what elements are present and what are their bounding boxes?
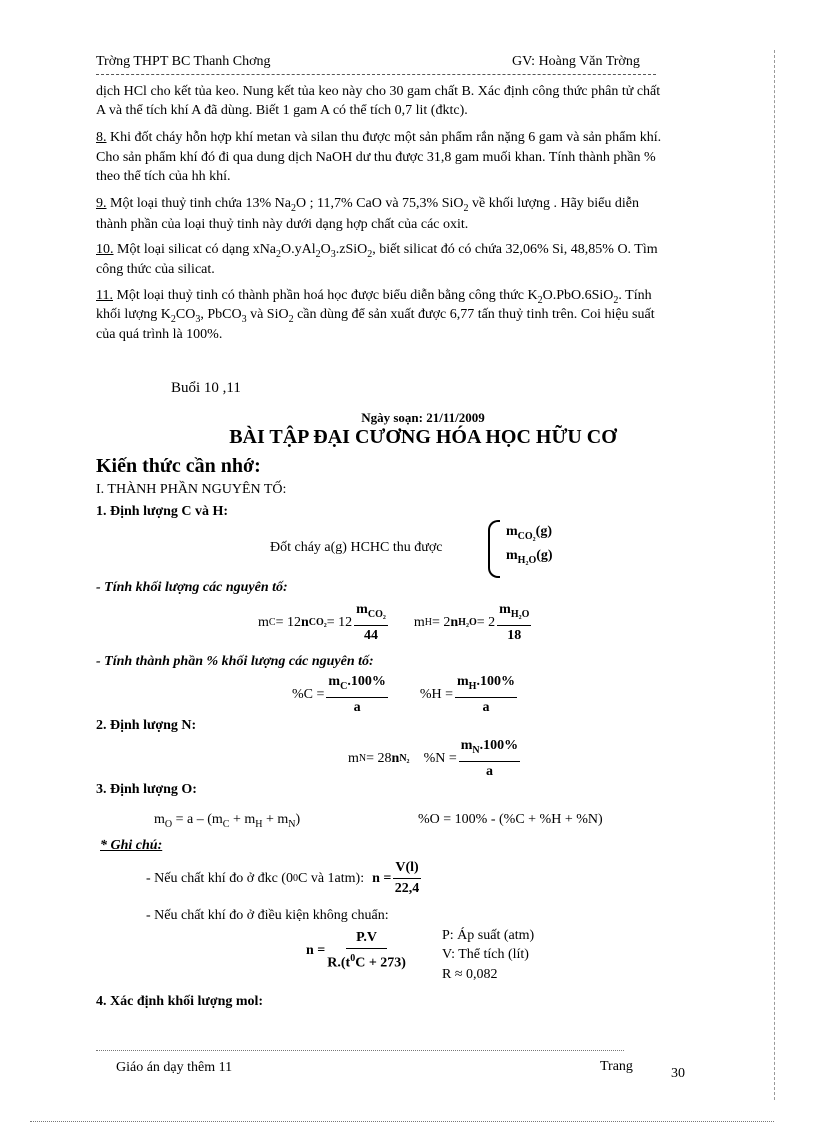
session-label: Buổi 10 ,11 <box>171 380 241 396</box>
problem-8-line1 <box>96 128 661 147</box>
note-line2: - Nếu chất khí đo ở điều kiện không chuẩn: <box>146 908 389 923</box>
mc-num: m <box>356 602 368 617</box>
pn-num: m <box>460 738 473 753</box>
pv-num: P.V <box>346 928 387 949</box>
mo-g: N <box>288 818 296 830</box>
header-divider <box>96 74 656 75</box>
nco2: n <box>300 615 309 631</box>
p9-b: O ; 11,7% CaO và 75,3% SiO <box>296 196 464 211</box>
percent-heading: - Tính thành phần % khối lượng các nguyên tố: <box>96 654 374 669</box>
burn-text: Đốt cháy a(g) HCHC thu được <box>270 540 443 555</box>
pc-num: m <box>328 674 341 689</box>
mc-lhs: m <box>258 615 269 631</box>
problem-10-number: 10. <box>96 242 114 257</box>
p9-c: về khối lượng . Hãy biểu diễn <box>468 196 639 211</box>
eq12: = 12 <box>326 615 353 631</box>
knowledge-heading: Kiến thức cần nhớ: <box>96 455 261 477</box>
p11-2b: CO <box>175 307 196 322</box>
p10-c: O <box>320 242 331 257</box>
mh2o-g: (g) <box>536 548 553 563</box>
pv-den-b: C + 273) <box>355 955 406 971</box>
pc-ph-formula <box>292 672 519 718</box>
mc-fraction <box>354 600 388 646</box>
p10-e: , biết silicat đó có chứa 32,06% Si, 48,85% O. Tìm <box>372 242 658 257</box>
p9-a: Một loại thuỷ tinh chứa 13% Na <box>106 196 292 211</box>
mh-sub: H <box>424 617 432 629</box>
eq2: = 2 <box>476 615 496 631</box>
mc-mh-formula <box>258 600 533 646</box>
pn-num-sub: N <box>472 744 480 756</box>
p7-line1: dịch HCl cho kết tủa keo. Nung kết tủa keo này cho 30 gam chất B. Xác định công thức phân tử chất <box>96 84 661 99</box>
mo-d: + m <box>229 812 256 827</box>
problem-10-line2: công thức của silicat. <box>96 262 215 277</box>
pc-lhs: %C = <box>292 687 325 703</box>
v-fraction <box>393 858 420 899</box>
ph-num-sub: H <box>468 680 477 692</box>
mc-sub: C <box>268 617 276 629</box>
pn-lhs: %N = <box>423 751 457 767</box>
legend-p: P: Áp suất (atm) <box>442 928 535 943</box>
problem-11-line3: của quá trình là 100%. <box>96 327 223 342</box>
pv-den-a: R.(t <box>327 955 351 971</box>
problem-11-line2: khối lượng $K_2CO_3$, PbCO$_3$ và SiO$_2$ cần dùng để sản xuất được 6,77 tấn thuỷ tinh trên. Coi hiệu suất <box>96 307 655 325</box>
mo-a: m <box>154 812 165 827</box>
p10-b: O.yAl <box>281 242 316 257</box>
p11-2c: , PbCO <box>200 307 242 322</box>
note-line1-sup: 0 <box>292 873 298 884</box>
lesson-title: BÀI TẬP ĐẠI CƯƠNG HÓA HỌC HỮU CƠ <box>229 426 617 448</box>
footer-right: Trang <box>600 1059 633 1074</box>
mh-num-sub: H₂O <box>510 608 530 620</box>
problem-11-line1: 11. Một loại thuỷ tinh có thành phần hoá học được biểu diễn bằng công thức $K_2O.PbO.6SiO_2$. Tính <box>96 288 652 306</box>
p10-d: .zSiO <box>335 242 368 257</box>
mh2o-sub: H₂O <box>517 554 537 566</box>
note-line1-b: C và 1atm): <box>297 871 365 886</box>
pn-num-rest: .100% <box>479 738 519 753</box>
mn-sub: N <box>358 753 367 765</box>
page-right-border <box>774 50 775 1100</box>
mco2-m: m <box>506 524 518 539</box>
n2-formula <box>306 928 408 974</box>
page-number: 30 <box>671 1066 685 1081</box>
mc-num-sub: CO₂ <box>367 608 386 620</box>
problem-9-line1: 9. Một loại thuỷ tinh chứa 13% $Na_2O$ ; 11,7% CaO và 75,3% SiO$_2$ về khối lượng . Hãy biểu diễn <box>96 196 639 214</box>
p11-2e: cần dùng để sản xuất được 6,77 tấn thuỷ tinh trên. Coi hiệu suất <box>293 307 655 322</box>
mh-eq: = 2 <box>431 615 451 631</box>
p11-2d: và SiO <box>246 307 289 322</box>
s2-heading: 2. Định lượng N: <box>96 718 197 733</box>
mh2o-label <box>506 548 553 566</box>
p10-a: Một loại silicat có dạng xNa <box>113 242 277 257</box>
p7-line2: A và thể tích khí A đã dùng. Biết 1 gam A có thể tích 0,7 lit (đktc). <box>96 103 468 118</box>
mass-heading: - Tính khối lượng các nguyên tố: <box>96 580 288 595</box>
mc-den: 44 <box>364 627 378 643</box>
ph-num: m <box>456 674 469 689</box>
s3-heading: 3. Định lượng O: <box>96 782 197 797</box>
page-bottom-border <box>30 1121 774 1122</box>
v-num: V(l) <box>393 858 420 879</box>
mn-eq: = 28 <box>366 751 392 767</box>
mn-lhs: m <box>348 751 359 767</box>
note-line1-a: - Nếu chất khí đo ở đkc (0 <box>146 871 293 886</box>
ph-den: a <box>482 699 490 715</box>
v-den: 22,4 <box>394 881 420 896</box>
p11-a: Một loại thuỷ tinh có thành phần hoá học được biểu diễn bằng công thức K <box>112 288 538 303</box>
mco2-label <box>506 524 552 542</box>
section-I-heading: I. THÀNH PHẦN NGUYÊN TỐ: <box>96 482 287 497</box>
pv-fraction <box>327 928 406 974</box>
problem-9-number: 9. <box>96 196 107 211</box>
s4-heading: 4. Xác định khối lượng mol: <box>96 994 264 1009</box>
footer-divider <box>96 1050 624 1051</box>
pn-fraction <box>459 736 520 782</box>
mh2o-m: m <box>506 548 518 563</box>
mh-lhs: m <box>413 615 425 631</box>
header-school: Trờng THPT BC Thanh Chơng <box>96 54 271 69</box>
note-line1 <box>146 858 423 899</box>
mo-e: H <box>255 818 263 830</box>
problem-8-line2: Cho sản phẩm khí đó đi qua dung dịch NaOH dư thu được 31,8 gam muối khan. Tính thành phần % <box>96 150 656 165</box>
mo-sub: O <box>164 818 173 830</box>
mo-h: ) <box>295 812 301 827</box>
po-formula: %O = 100% - (%C + %H + %N) <box>418 812 603 827</box>
mco2-g: (g) <box>535 524 552 539</box>
mo-formula <box>154 810 300 834</box>
ph-num-rest: .100% <box>476 674 515 689</box>
header-teacher: GV: Hoàng Văn Trờng <box>512 54 640 69</box>
mo-b: = a – (m <box>172 812 223 827</box>
pc-num-rest: .100% <box>347 674 386 689</box>
mo-f: + m <box>262 812 289 827</box>
problem-10-line1: 10. Một loại silicat có dạng $xNa_2O.yAl_2O_3.zSiO_2$, biết silicat đó có chứa 32,06% Si, 48,85% O. Tìm <box>96 242 658 260</box>
nh2o-sub: H₂O <box>458 617 477 629</box>
nn2: n <box>391 751 400 767</box>
ph-lhs: %H = <box>419 687 453 703</box>
mh-den: 18 <box>507 627 522 643</box>
p11-2a: khối lượng K <box>96 307 171 322</box>
mn-formula <box>348 736 522 782</box>
problem-8-line3: theo thể tích của hh khí. <box>96 169 231 184</box>
mo-c: C <box>222 818 230 830</box>
pv-den-sup: 0 <box>350 953 356 964</box>
mh-num: m <box>499 602 511 617</box>
problem-11-number: 11. <box>96 288 113 303</box>
n-eq: n = <box>372 871 392 886</box>
legend-v: V: Thể tích (lít) <box>442 947 529 962</box>
n2-eq: n = <box>306 943 326 959</box>
pc-fraction <box>326 672 387 718</box>
problem-8-text: Khi đốt cháy hỗn hợp khí metan và silan thu được một sản phẩm rắn nặng 6 gam và sản phẩm khí. <box>106 130 662 145</box>
problem-9-line2: thành phần của loại thuỷ tinh này dưới dạng hợp chất của các oxit. <box>96 217 469 232</box>
note-heading: * Ghi chú: <box>100 838 163 853</box>
footer-left: Giáo án dạy thêm 11 <box>116 1060 233 1075</box>
date-line: Ngày soạn: 21/11/2009 <box>361 410 485 425</box>
nn2-sub: N₂ <box>399 753 410 765</box>
nco2-sub: CO₂ <box>308 617 327 629</box>
p11-b: O.PbO.6SiO <box>542 288 614 303</box>
mh-fraction <box>497 600 531 646</box>
pc-den: a <box>353 699 361 715</box>
legend-r: R ≈ 0,082 <box>442 967 498 982</box>
problem-8-number: 8. <box>96 130 107 145</box>
mc-eq: = 12 <box>275 615 301 631</box>
mco2-sub: CO₂ <box>517 530 536 542</box>
s1-heading: 1. Định lượng C và H: <box>96 504 229 519</box>
p11-c: . Tính <box>618 288 652 303</box>
pn-den: a <box>485 763 493 779</box>
nh2o: n <box>450 615 459 631</box>
ph-fraction <box>455 672 517 718</box>
brace <box>488 520 500 578</box>
pc-num-sub: C <box>340 680 348 692</box>
